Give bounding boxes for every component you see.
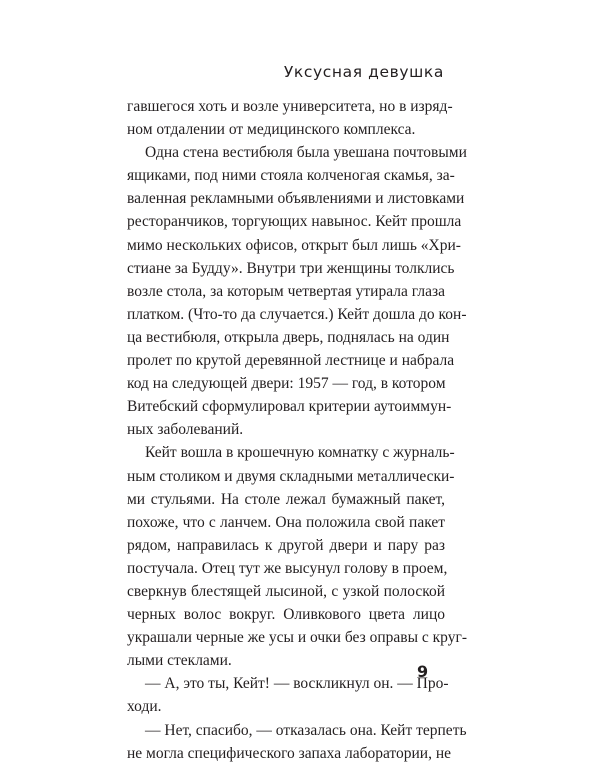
text-line: черных волос вокруг. Оливкового цвета лицо: [127, 606, 445, 624]
text-line: стиане за Будду». Внутри три женщины толклись: [127, 259, 455, 277]
text-line: пролет по крутой деревянной лестнице и набрала: [127, 352, 455, 370]
text-line: ящиками, под ними стояла колченогая скамья, за-: [127, 167, 455, 185]
text-line: похоже, что с ланчем. Она положила свой пакет: [127, 513, 445, 531]
paragraph: [127, 141, 467, 441]
text-line: ресторанчиков, торгующих навынос. Кейт прошла: [127, 213, 462, 231]
text-line: Витебский сформулировал критерии аутоиммун-: [127, 398, 452, 416]
text-line: платком. (Что-то да случается.) Кейт дошла до кон-: [127, 305, 467, 323]
text-line: ном отдалении от медицинского комплекса.: [127, 121, 416, 139]
page-number: 9: [417, 662, 429, 681]
text-line: код на следующей двери: 1957 — год, в котором: [127, 375, 446, 393]
text-line: не могла специфического запаха лаборатории, не: [127, 744, 452, 762]
text-line: украшали черные же усы и очки без оправы с круг-: [127, 629, 467, 647]
text-line: валенная рекламными объявлениями и листовками: [127, 190, 465, 208]
text-line: рядом, направилась к другой двери и пару раз: [127, 536, 445, 554]
text-line: мимо нескольких офисов, открыт был лишь «Хри-: [127, 236, 461, 254]
text-line: Одна стена вестибюля была увешана почтовыми: [145, 144, 467, 162]
text-line: лыми стеклами.: [127, 652, 232, 670]
text-line: Кейт вошла в крошечную комнатку с журналь-: [145, 444, 455, 462]
text-line: — А, это ты, Кейт! — воскликнул он. — Про-: [145, 675, 449, 693]
paragraph: [127, 719, 467, 765]
running-header: Уксусная девушка: [283, 63, 444, 81]
text-line: — Нет, спасибо, — отказалась она. Кейт терпеть: [145, 721, 467, 739]
paragraph: [127, 95, 453, 141]
text-line: ми стульями. На столе лежал бумажный пакет,: [127, 490, 445, 508]
text-line: ходи.: [127, 698, 162, 716]
text-line: ца вестибюля, открыла дверь, поднялась на один: [127, 328, 450, 346]
text-line: постучала. Отец тут же высунул голову в проем,: [127, 559, 448, 577]
text-line: гавшегося хоть и возле университета, но в изряд-: [127, 98, 453, 115]
text-line: ных заболеваний.: [127, 421, 244, 439]
body-text: [127, 95, 467, 765]
text-line: ным столиком и двумя складными металлически-: [127, 467, 455, 485]
text-line: сверкнув блестящей лысиной, с узкой полоской: [127, 582, 445, 600]
paragraph: [127, 441, 467, 672]
text-line: возле стола, за которым четвертая утирала глаза: [127, 282, 445, 300]
paragraph: [127, 672, 449, 718]
